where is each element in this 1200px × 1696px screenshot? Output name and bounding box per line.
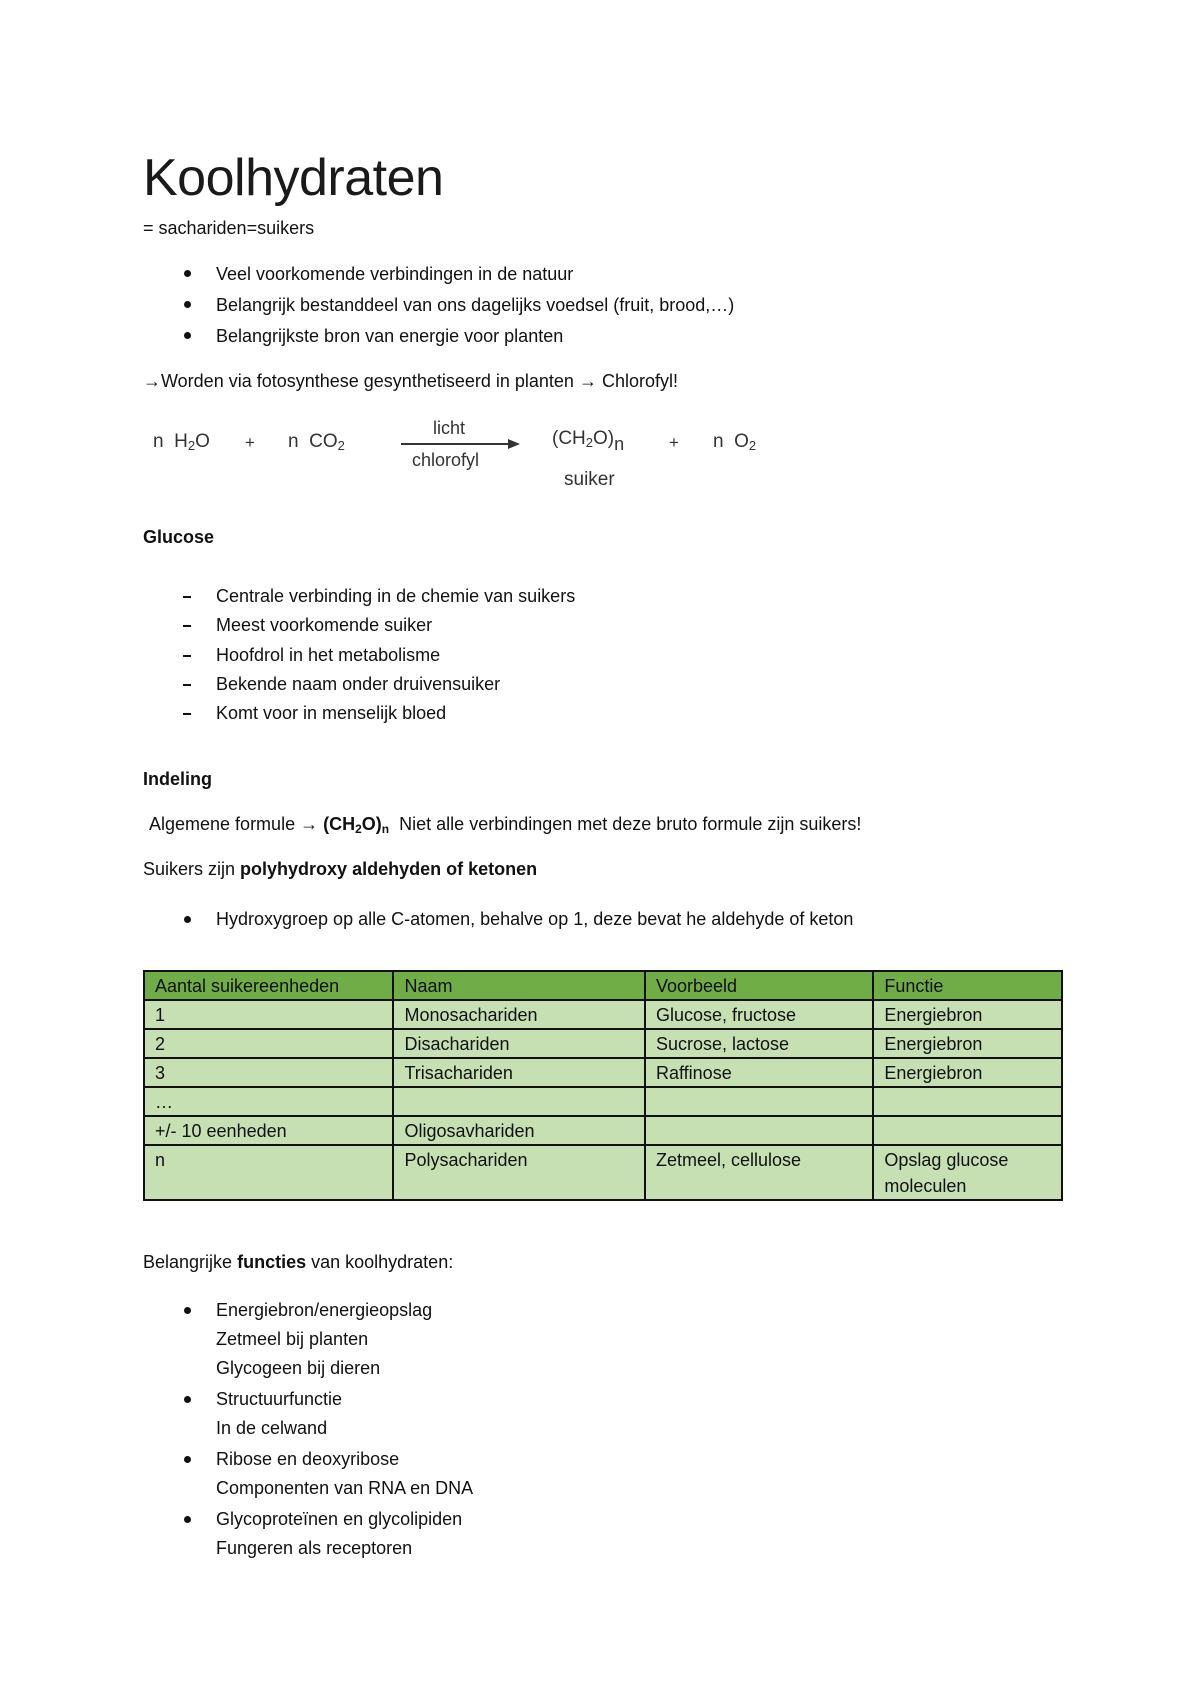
fotosynthese-text: Worden via fotosynthese gesynthetiseerd in planten — [161, 371, 574, 391]
table-cell — [393, 1087, 645, 1116]
reaction-plus: + — [669, 433, 679, 452]
table-cell: … — [144, 1087, 393, 1116]
table-cell — [645, 1116, 873, 1145]
table-header-cell: Functie — [873, 971, 1062, 1000]
table-cell: Energiebron — [873, 1029, 1062, 1058]
table-header-cell: Naam — [393, 971, 645, 1000]
bullet-dot — [184, 301, 191, 308]
table-cell: 1 — [144, 1000, 393, 1029]
reaction-arrow-head — [508, 439, 520, 449]
table-cell — [873, 1087, 1062, 1116]
table-cell: Polysachariden — [393, 1145, 645, 1200]
subtitle: = sachariden=suikers — [143, 218, 315, 238]
table-header-row — [144, 971, 1062, 1000]
reaction-h2o: n $H_2O$ — [153, 431, 210, 453]
table-cell: Raffinose — [645, 1058, 873, 1087]
fotosynthese-line — [143, 369, 678, 393]
table-row — [144, 1058, 1062, 1087]
table-row — [144, 1116, 1062, 1145]
reaction-co2: n $CO_2$ — [288, 431, 345, 453]
indeling-bullet: Hydroxygroep op alle C-atomen, behalve op 1, deze bevat he aldehyde of keton — [216, 909, 854, 929]
table-cell: Oligosavhariden — [393, 1116, 645, 1145]
table-cell: 3 — [144, 1058, 393, 1087]
table-cell: Glucose, fructose — [645, 1000, 873, 1029]
suikers-line: Suikers zijn polyhydroxy aldehyden of ketonen — [143, 859, 538, 879]
reaction-plus: + — [245, 433, 255, 452]
reaction-product: $(CH_2O)n$ — [552, 428, 625, 454]
bullet-dot — [184, 1307, 191, 1314]
table-cell: Energiebron — [873, 1058, 1062, 1087]
functies-heading: Belangrijke functies van koolhydraten: — [143, 1252, 454, 1272]
table-cell: +/- 10 eenheden — [144, 1116, 393, 1145]
arrow-icon: → — [143, 371, 161, 391]
reaction-arrow-below: chlorofyl — [412, 450, 480, 470]
glucose-item-1: Centrale verbinding in de chemie van suikers — [216, 586, 576, 606]
functie-item-1: Energiebron/energieopslag — [216, 1300, 433, 1320]
dash-marker — [183, 625, 191, 627]
table-cell: Monosachariden — [393, 1000, 645, 1029]
functie-item-4: Glycoproteïnen en glycolipiden — [216, 1509, 463, 1529]
dash-marker — [183, 655, 191, 657]
table-cell — [873, 1116, 1062, 1145]
table-cell: Opslag glucose moleculen — [873, 1145, 1062, 1200]
bullet-dot — [184, 1516, 191, 1523]
dash-marker — [183, 596, 191, 598]
bullet-dot — [184, 916, 191, 923]
suiker-table — [143, 970, 1063, 1201]
table-cell: Sucrose, lactose — [645, 1029, 873, 1058]
table-cell: 2 — [144, 1029, 393, 1058]
table-row — [144, 1145, 1062, 1200]
table-cell: Zetmeel, cellulose — [645, 1145, 873, 1200]
bullet-dot — [184, 1396, 191, 1403]
intro-bullet-3: Belangrijkste bron van energie voor planten — [216, 326, 564, 346]
table-cell: Trisachariden — [393, 1058, 645, 1087]
table-row — [144, 1000, 1062, 1029]
glucose-heading: Glucose — [143, 527, 215, 547]
glucose-item-4: Bekende naam onder druivensuiker — [216, 674, 501, 694]
functie-item-3: Ribose en deoxyribose — [216, 1449, 400, 1469]
table-cell: Energiebron — [873, 1000, 1062, 1029]
intro-bullet-1: Veel voorkomende verbindingen in de natuur — [216, 264, 574, 284]
formula-line: Algemene formule → (CH2O)n Niet alle verbindingen met deze bruto formule zijn suikers! — [149, 814, 862, 836]
table-row — [144, 1087, 1062, 1116]
functie-sub: Fungeren als receptoren — [216, 1538, 413, 1558]
reaction-arrow-line — [401, 443, 509, 445]
indeling-heading: Indeling — [143, 769, 212, 789]
bullet-dot — [184, 1456, 191, 1463]
reaction-o2: n $O_2$ — [713, 431, 757, 453]
functie-sub: Zetmeel bij planten — [216, 1329, 369, 1349]
bullet-dot — [184, 270, 191, 277]
table-header-cell: Voorbeeld — [645, 971, 873, 1000]
dash-marker — [183, 713, 191, 715]
arrow-icon: → — [578, 371, 597, 391]
reaction-arrow-above: licht — [433, 418, 466, 438]
page-title: Koolhydraten — [143, 149, 444, 207]
functie-sub: In de celwand — [216, 1418, 328, 1438]
table-cell: Disachariden — [393, 1029, 645, 1058]
table-row — [144, 1029, 1062, 1058]
glucose-item-2: Meest voorkomende suiker — [216, 615, 433, 635]
fotosynthese-text2: Chlorofyl! — [601, 371, 678, 391]
glucose-item-3: Hoofdrol in het metabolisme — [216, 645, 441, 665]
functie-item-2: Structuurfunctie — [216, 1389, 343, 1409]
bullet-dot — [184, 332, 191, 339]
arrow-icon: → — [300, 814, 319, 834]
reaction-product-label: suiker — [564, 469, 615, 490]
table-cell — [645, 1087, 873, 1116]
functie-sub: Glycogeen bij dieren — [216, 1358, 381, 1378]
functie-sub: Componenten van RNA en DNA — [216, 1478, 474, 1498]
table-header-cell: Aantal suikereenheden — [144, 971, 393, 1000]
intro-bullet-2: Belangrijk bestanddeel van ons dagelijks voedsel (fruit, brood,…) — [216, 295, 735, 315]
glucose-item-5: Komt voor in menselijk bloed — [216, 703, 447, 723]
table-cell: n — [144, 1145, 393, 1200]
dash-marker — [183, 684, 191, 686]
